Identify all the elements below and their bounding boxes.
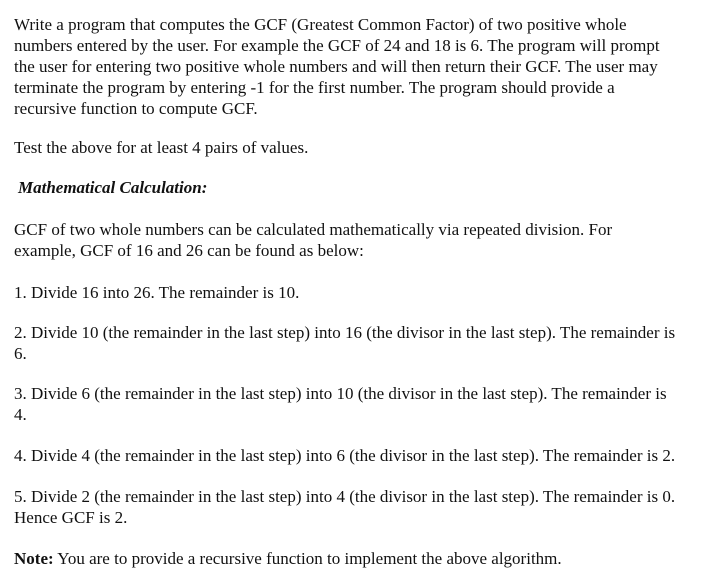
intro-line: Write a program that computes the GCF (Greatest Common Factor) of two positive whole	[14, 15, 627, 34]
note-label: Note:	[14, 549, 54, 568]
note-line	[14, 548, 714, 569]
step-line: 5. Divide 2 (the remainder in the last step) into 4 (the divisor in the last step). The remainder is 0.	[14, 487, 676, 506]
test-instruction	[14, 137, 714, 158]
intro-line: numbers entered by the user. For example the GCF of 24 and 18 is 6. The program will prompt	[14, 36, 660, 55]
test-instruction-text: Test the above for at least 4 pairs of values.	[14, 138, 309, 157]
step-5	[14, 486, 714, 528]
step-line: 6.	[14, 344, 27, 363]
note-text: You are to provide a recursive function to implement the above algorithm.	[53, 549, 562, 568]
section-heading	[18, 177, 718, 198]
step-3	[14, 383, 714, 425]
note-paragraph	[14, 548, 714, 569]
intro-paragraph	[14, 14, 714, 119]
intro-line: terminate the program by entering -1 for the first number. The program should provide a	[14, 78, 615, 97]
intro-line: the user for entering two positive whole numbers and will then return their GCF. The user may	[14, 57, 658, 76]
step-line: 4.	[14, 405, 27, 424]
step-line: Hence GCF is 2.	[14, 508, 128, 527]
explanation-paragraph	[14, 219, 714, 261]
explanation-line: GCF of two whole numbers can be calculated mathematically via repeated division. For	[14, 220, 613, 239]
step-line: 1. Divide 16 into 26. The remainder is 10.	[14, 283, 300, 302]
step-line: 4. Divide 4 (the remainder in the last step) into 6 (the divisor in the last step). The remainder is 2.	[14, 446, 676, 465]
step-line: 2. Divide 10 (the remainder in the last step) into 16 (the divisor in the last step). The remainder is	[14, 323, 676, 342]
step-1	[14, 282, 714, 303]
step-2	[14, 322, 714, 364]
intro-line: recursive function to compute GCF.	[14, 99, 258, 118]
step-4	[14, 445, 714, 466]
step-line: 3. Divide 6 (the remainder in the last step) into 10 (the divisor in the last step). The remainder is	[14, 384, 667, 403]
section-heading-text: Mathematical Calculation:	[18, 178, 208, 197]
explanation-line: example, GCF of 16 and 26 can be found as below:	[14, 241, 364, 260]
